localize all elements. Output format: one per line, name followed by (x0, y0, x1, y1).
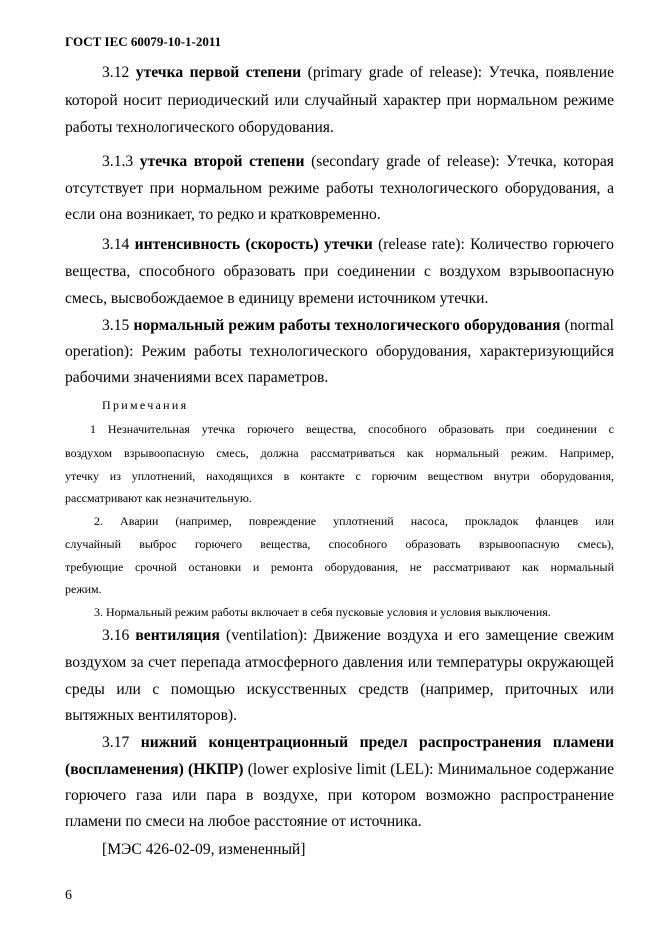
term-3-15-line-2: operation): Режим работы технологического оборудования, характеризующийся (65, 343, 614, 360)
term-number: 3.16 (102, 627, 130, 644)
term-definition: (secondary grade of release): Утечка, которая (311, 153, 614, 170)
note-3: 3. Нормальный режим работы включает в себя пусковые условия и условия выключения. (94, 605, 551, 619)
term-3-17-reference: [МЭС 426-02-09, измененный] (102, 841, 306, 858)
note-1-line-4: рассматривают как незначительную. (65, 491, 252, 505)
term-3-1-3-line-2: отсутствует при нормальном режиме работы технологического оборудования, а (65, 180, 614, 197)
term-title-continued: (воспламенения) (НКПР) (65, 761, 244, 778)
notes-heading: Примечания (102, 398, 189, 412)
term-3-12-line-3: работы технологического оборудования. (65, 119, 334, 136)
page-number: 6 (65, 888, 72, 903)
term-3-12-line-2: которой носит периодический или случайный характер при нормальном режиме (65, 92, 614, 109)
term-number: 3.14 (102, 236, 130, 253)
term-number: 3.17 (102, 734, 130, 751)
term-title: утечка второй степени (139, 153, 305, 170)
term-definition: (ventilation): Движение воздуха и его замещение свежим (226, 627, 614, 644)
document-header: ГОСТ IEC 60079-10-1-2011 (65, 34, 222, 49)
note-1-line-3: утечку из уплотнений, находящихся в контакте с горючим веществом внутри оборудования, (65, 469, 614, 483)
term-3-17-line-3: горючего газа или пара в воздухе, при котором возможно распространение (65, 787, 614, 804)
note-2-line-1: 2. Аварии (например, повреждение уплотнений насоса, прокладок фланцев или (94, 514, 614, 528)
note-2-line-4: режим. (65, 582, 102, 596)
term-3-16-line-3: среды или с помощью искусственных средств (например, приточных или (65, 681, 614, 698)
term-3-16-line-2: воздухом за счет перепада атмосферного давления или температуры окружающей (65, 654, 614, 671)
term-title: интенсивность (скорость) утечки (134, 236, 373, 253)
note-2-line-3: требующие срочной остановки и ремонта оборудования, не рассматривают как нормальный (65, 560, 614, 574)
term-definition: (normal (564, 317, 614, 334)
note-1-line-2: воздухом взрывоопасную смесь, должна рассматриваться как нормальный режим. Например, (65, 446, 614, 460)
note-2-line-2: случайный выброс горючего вещества, способного образовать взрывоопасную смесь), (65, 537, 614, 551)
term-title: утечка первой степени (135, 64, 302, 81)
note-1-line-1: 1 Незначительная утечка горючего вещества, способного образовать при соединении с (90, 422, 614, 436)
term-definition: (primary grade of release): Утечка, появление (307, 64, 614, 81)
term-3-17-line-2 (65, 761, 614, 779)
term-3-17-line-4: пламени по смеси на любое расстояние от источника. (65, 813, 422, 830)
term-3-14-line-1 (102, 236, 614, 254)
term-number: 3.12 (102, 64, 130, 81)
term-title: вентиляция (135, 627, 220, 644)
term-3-15-line-1 (102, 317, 614, 335)
term-definition: (lower explosive limit (LEL): Минимальное содержание (247, 761, 614, 778)
term-3-12-line-1 (102, 64, 614, 82)
term-title: нормальный режим работы технологического оборудования (133, 317, 561, 334)
term-3-16-line-1 (102, 627, 614, 645)
term-number: 3.1.3 (102, 153, 134, 170)
term-3-14-line-2: вещества, способного образовать при соединении с воздухом взрывоопасную (65, 263, 614, 280)
term-3-17-line-1 (102, 734, 614, 752)
term-definition: (release rate): Количество горючего (378, 236, 614, 253)
term-3-16-line-4: вытяжных вентиляторов). (65, 707, 238, 724)
term-number: 3.15 (102, 317, 130, 334)
term-3-1-3-line-1 (102, 153, 614, 171)
term-3-14-line-3: смесь, высвобождаемое в единицу времени источником утечки. (65, 290, 489, 307)
term-title: нижний концентрационный предел распространения пламени (140, 734, 614, 751)
term-3-15-line-3: рабочими значениями всех параметров. (65, 369, 329, 386)
term-3-1-3-line-3: если она возникает, то редко и кратковременно. (65, 206, 381, 223)
